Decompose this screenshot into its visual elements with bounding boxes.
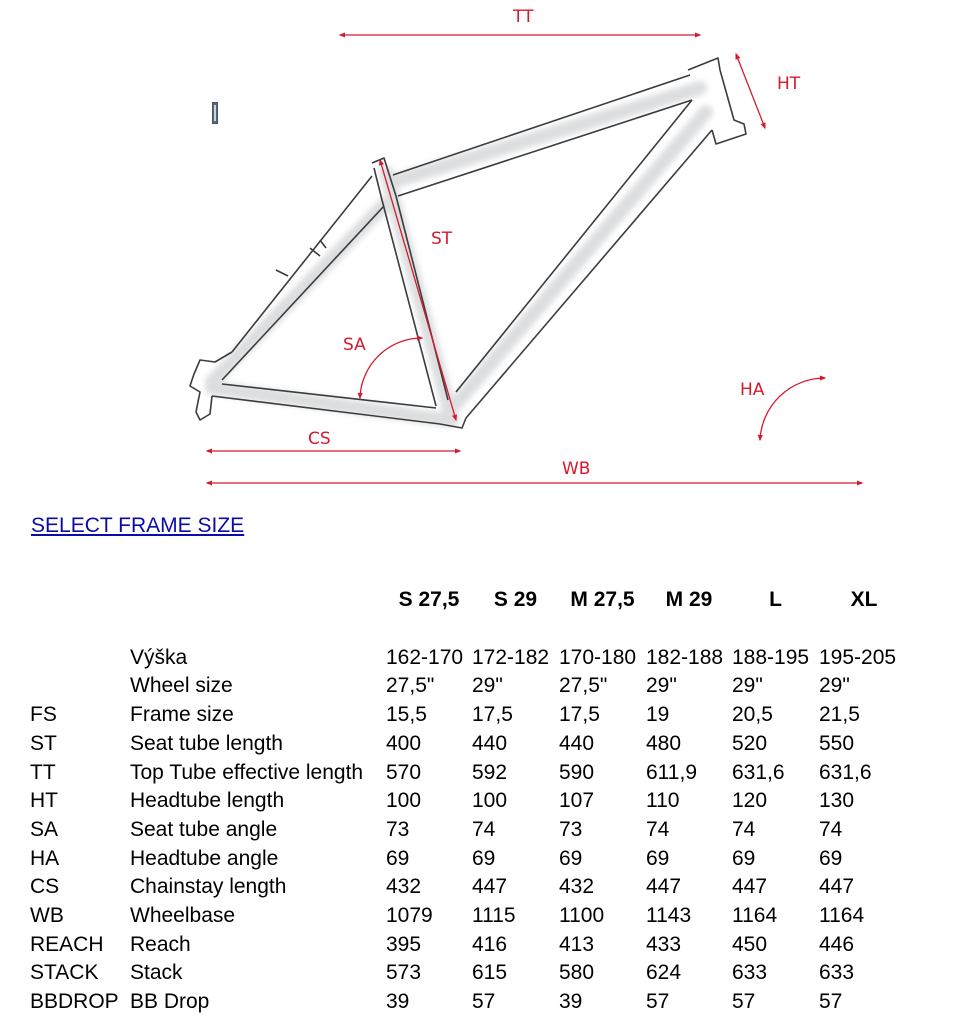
cell-value: 74 [819, 817, 843, 841]
row-label: Frame size [130, 703, 234, 727]
cell-value: 17,5 [472, 703, 513, 727]
cell-value: 57 [646, 990, 670, 1014]
cell-value: 432 [559, 875, 595, 899]
size-header-row [30, 585, 909, 615]
cell-value: 39 [386, 990, 410, 1014]
cell-value: 633 [819, 961, 855, 985]
table-row [30, 902, 909, 931]
cell-value: 450 [732, 932, 768, 956]
cell-value: 1164 [819, 904, 865, 928]
cell-value: 69 [386, 846, 410, 870]
header-blank-abbr [30, 585, 130, 615]
cell-value: 74 [472, 817, 496, 841]
cell-value: 520 [732, 731, 768, 755]
row-label: Top Tube effective length [130, 760, 364, 784]
row-label: Seat tube length [130, 731, 283, 755]
row-label: Wheel size [130, 674, 233, 698]
cell-value: 615 [472, 961, 508, 985]
row-label: Headtube angle [130, 846, 279, 870]
row-label: BB Drop [130, 990, 210, 1014]
row-abbreviation [30, 672, 130, 701]
row-label: Wheelbase [130, 904, 236, 928]
cell-value: 73 [386, 817, 410, 841]
cs-label: CS [308, 429, 331, 449]
cell-value: 29" [819, 674, 850, 698]
row-label: Headtube length [130, 789, 285, 813]
frame-geometry-diagram [0, 0, 973, 500]
cell-value: 20,5 [732, 703, 773, 727]
cell-value: 400 [386, 731, 422, 755]
bike-frame [190, 58, 746, 428]
row-abbreviation: BBDROP [30, 990, 119, 1014]
table-row [30, 816, 909, 845]
cell-value: 29" [472, 674, 503, 698]
cell-value: 570 [386, 760, 422, 784]
cell-value: 1079 [386, 904, 433, 928]
cell-value: 182-188 [646, 645, 724, 669]
cell-value: 447 [732, 875, 768, 899]
row-label: Chainstay length [130, 875, 287, 899]
cell-value: 57 [732, 990, 756, 1014]
cell-value: 57 [472, 990, 496, 1014]
cell-value: 29" [732, 674, 763, 698]
size-header: S 29 [493, 587, 538, 611]
cell-value: 433 [646, 932, 682, 956]
cell-value: 69 [646, 846, 670, 870]
cell-value: 172-182 [472, 645, 550, 669]
geometry-table [30, 585, 909, 1017]
cell-value: 100 [386, 789, 422, 813]
row-label: Stack [130, 961, 183, 985]
row-label: Seat tube angle [130, 817, 278, 841]
header-blank-name [130, 585, 386, 615]
cell-value: 195-205 [819, 645, 897, 669]
cell-value: 550 [819, 731, 855, 755]
size-header: M 29 [665, 587, 713, 611]
cell-value: 1100 [559, 904, 605, 928]
frame-shadow [212, 88, 706, 420]
ha-angle-arc [760, 378, 825, 440]
table-row [30, 759, 909, 788]
select-frame-size-link[interactable]: SELECT FRAME SIZE [31, 514, 245, 537]
cell-value: 120 [732, 789, 768, 813]
sa-angle-arc [360, 338, 422, 398]
cell-value: 74 [646, 817, 670, 841]
table-row [30, 644, 909, 673]
cell-value: 170-180 [559, 645, 637, 669]
row-abbreviation: SA [30, 817, 59, 841]
ht-label: HT [777, 74, 801, 94]
table-row [30, 672, 909, 701]
cell-value: 447 [646, 875, 682, 899]
size-header: M 27,5 [570, 587, 635, 611]
ha-label: HA [740, 380, 765, 400]
row-abbreviation: REACH [30, 932, 104, 956]
size-header: S 27,5 [398, 587, 460, 611]
cell-value: 110 [646, 789, 680, 813]
table-row [30, 959, 909, 988]
table-row [30, 931, 909, 960]
cell-value: 100 [472, 789, 508, 813]
cell-value: 1115 [472, 904, 516, 928]
cell-value: 1164 [732, 904, 778, 928]
cell-value: 631,6 [819, 760, 872, 784]
sa-label: SA [343, 335, 366, 355]
cell-value: 447 [472, 875, 508, 899]
cell-value: 188-195 [732, 645, 810, 669]
cell-value: 432 [386, 875, 422, 899]
size-header: XL [850, 587, 878, 611]
spacer-row [30, 615, 909, 644]
cell-value: 29" [646, 674, 677, 698]
row-abbreviation: TT [30, 760, 56, 784]
cell-value: 57 [819, 990, 843, 1014]
row-abbreviation: HA [30, 846, 60, 870]
cell-value: 624 [646, 961, 682, 985]
row-abbreviation: CS [30, 875, 60, 899]
row-abbreviation: ST [30, 731, 57, 755]
cell-value: 590 [559, 760, 595, 784]
cell-value: 447 [819, 875, 855, 899]
cell-value: 162-170 [386, 645, 464, 669]
row-abbreviation [30, 644, 130, 673]
text-cursor-icon [212, 102, 218, 124]
row-label: Výška [130, 645, 188, 669]
cell-value: 69 [732, 846, 756, 870]
row-abbreviation: WB [30, 904, 64, 928]
table-row [30, 730, 909, 759]
cell-value: 39 [559, 990, 583, 1014]
cell-value: 631,6 [732, 760, 785, 784]
cell-value: 69 [472, 846, 496, 870]
cell-value: 27,5" [386, 674, 435, 698]
cell-value: 592 [472, 760, 508, 784]
row-abbreviation: FS [30, 703, 57, 727]
size-header: L [769, 587, 782, 611]
st-label: ST [431, 229, 453, 249]
table-row [30, 988, 909, 1017]
st-dimension-line [380, 160, 456, 420]
row-abbreviation: HT [30, 789, 58, 813]
cell-value: 15,5 [386, 703, 427, 727]
cell-value: 73 [559, 817, 583, 841]
cell-value: 21,5 [819, 703, 860, 727]
cell-value: 107 [559, 789, 595, 813]
cell-value: 27,5" [559, 674, 608, 698]
cell-value: 1143 [646, 904, 692, 928]
table-row [30, 845, 909, 874]
cell-value: 74 [732, 817, 756, 841]
row-label: Reach [130, 932, 191, 956]
wb-label: WB [562, 459, 591, 479]
cell-value: 69 [559, 846, 583, 870]
cell-value: 480 [646, 731, 682, 755]
cell-value: 633 [732, 961, 768, 985]
cell-value: 440 [472, 731, 508, 755]
cell-value: 580 [559, 961, 595, 985]
cell-value: 413 [559, 932, 595, 956]
cell-value: 416 [472, 932, 508, 956]
cell-value: 573 [386, 961, 422, 985]
ht-dimension-line [736, 54, 765, 128]
row-abbreviation: STACK [30, 961, 99, 985]
table-row [30, 873, 909, 902]
table-row [30, 787, 909, 816]
cell-value: 19 [646, 703, 670, 727]
cell-value: 440 [559, 731, 595, 755]
cell-value: 130 [819, 789, 855, 813]
cell-value: 611,9 [646, 760, 697, 784]
tt-label: TT [513, 7, 534, 27]
cell-value: 17,5 [559, 703, 600, 727]
cell-value: 395 [386, 932, 422, 956]
cell-value: 446 [819, 932, 855, 956]
cell-value: 69 [819, 846, 843, 870]
table-row [30, 701, 909, 730]
